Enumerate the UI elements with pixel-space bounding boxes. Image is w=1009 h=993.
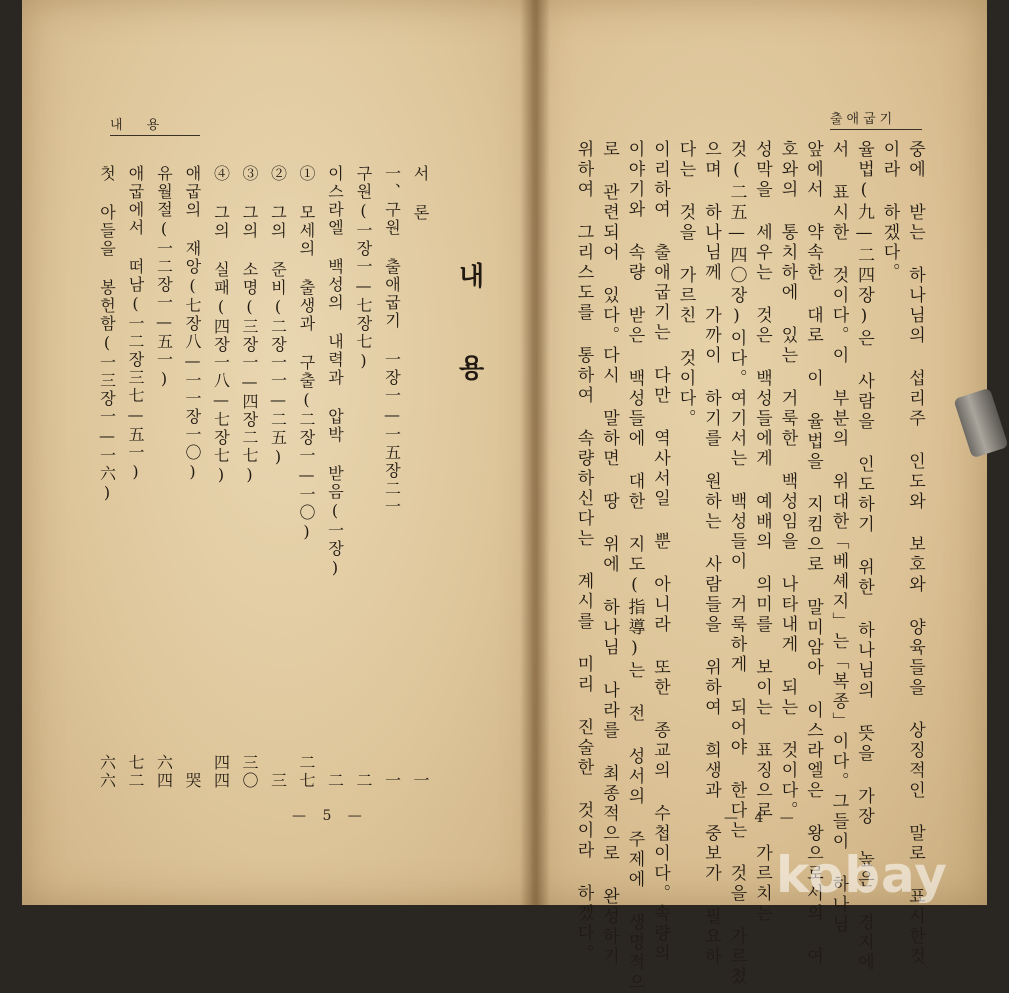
toc-entry-label: 애굽의 재앙(七장八—一一장一〇) — [183, 165, 202, 483]
toc-entry-page: 二七 — [297, 754, 316, 790]
toc-entry — [241, 165, 257, 790]
body-column: 이라 하겠다。 — [879, 140, 900, 283]
toc-entry-page: 四四 — [211, 754, 231, 790]
toc-entry-label: 서 론 — [411, 165, 430, 222]
toc-entry — [184, 165, 200, 790]
toc-entry — [327, 165, 343, 790]
toc-entry-page: 哭 — [183, 772, 202, 790]
body-column: 위하여 그리스도를 통하여 속량하신다는 계시를 미리 진술한 것이라 하겠다。 — [573, 140, 594, 964]
toc-entry-label: 유월절(一二장一—五一) — [154, 165, 174, 390]
body-column: 다는 것을 가르친 것이다。 — [675, 140, 696, 429]
toc-entry-page: 三〇 — [240, 754, 259, 790]
toc-entry-label: 첫 아들을 봉헌함(一三장一—一六) — [97, 165, 117, 504]
body-column: 율법(九—二四장)은 사람을 인도하기 위한 하나님의 뜻을 가장 높은 경지에 — [854, 140, 874, 973]
watermark-logo: kobay — [776, 846, 948, 904]
body-column: 것(二五—四〇장)이다。여기서는 백성들이 거룩하게 되어야 한다는 것을 가르쳤 — [726, 140, 747, 987]
toc-entry — [355, 165, 371, 790]
toc-entry — [384, 165, 400, 790]
toc-entry — [99, 165, 115, 790]
body-column: 성막을 세우는 것은 백성들에게 예배의 의미를 보이는 표징으로 가르치는 — [752, 140, 772, 924]
right-folio: — 4 — — [724, 810, 800, 826]
body-column: 로 관련되어 있다。다시 말하면 땅 위에 하나님 나라를 최종적으로 완성하기 — [599, 140, 619, 967]
toc-entry-label: ③ 그의 소명(三장一—四장二七) — [240, 165, 259, 486]
toc-entry-page: 六六 — [97, 754, 117, 790]
body-column: 중에 받는 하나님의 섭리주 인도와 보호와 양육들을 상징적인 말로 표시한것 — [905, 140, 925, 967]
toc-entry-label: ④ 그의 실패(四장一八—七장七) — [211, 165, 231, 486]
right-running-head: 출애굽기 — [830, 108, 922, 130]
toc-entry-page: 二 — [354, 772, 373, 790]
toc-entry-label: 애굽에서 떠남(一二장三七—五一) — [126, 165, 145, 483]
body-column: 호와의 통치하에 있는 거룩한 백성임을 나타내게 되는 것이다。 — [777, 140, 798, 821]
toc-entry — [213, 165, 229, 790]
toc-entry-page: 七二 — [126, 754, 145, 790]
toc-entry — [298, 165, 314, 790]
toc-entry-page: 六四 — [154, 754, 174, 790]
toc-entry-label: 이스라엘 백성의 내력과 압박 받음(一장) — [325, 165, 345, 579]
toc-entry — [127, 165, 143, 790]
toc-entry-page: 二 — [325, 772, 345, 790]
body-column: 으며 하나님께 가까이 하기를 원하는 사람들을 위하여 희생과 중보가 필요하 — [701, 140, 721, 967]
toc-entry-label: 一、구원 출애굽기 一장一—一五장二一 — [382, 165, 402, 516]
toc-entry-label: 구원(一장一—七장七) — [354, 165, 373, 372]
body-column: 이리하여 출애굽기는 다만 역사서일 뿐 아니라 또한 종교의 수첩이다。속량의 — [650, 140, 670, 964]
left-folio: — 5 — — [292, 808, 368, 824]
book-gutter — [520, 0, 550, 905]
left-running-head: 내 용 — [110, 114, 200, 136]
toc-entry-label: ② 그의 준비(二장一一—二五) — [268, 165, 288, 468]
toc-entry — [412, 165, 428, 790]
body-column: 앞에서 약속한 대로 이 율법을 지킴으로 말미암아 이스라엘은 왕으로서의 여 — [803, 140, 823, 967]
toc-entry-page: 一 — [382, 772, 402, 790]
toc-entry — [270, 165, 286, 790]
toc-entry-page: 一 — [411, 772, 430, 790]
body-column: 이야기와 속량 받은 백성들에 대한 지도(指導)는 전 성서의 주제에 생명적으 — [624, 140, 645, 993]
toc-title: 내 용 — [454, 262, 484, 398]
toc-entry — [156, 165, 172, 790]
toc-entry-label: ① 모세의 출생과 구출(二장一—一〇) — [297, 165, 316, 543]
body-column: 서 표시한 것이다。이 부분의 위대한「베셰지」는「복종」이다。그들이 하나님 — [828, 140, 849, 935]
toc-entry-page: 三 — [268, 772, 288, 790]
